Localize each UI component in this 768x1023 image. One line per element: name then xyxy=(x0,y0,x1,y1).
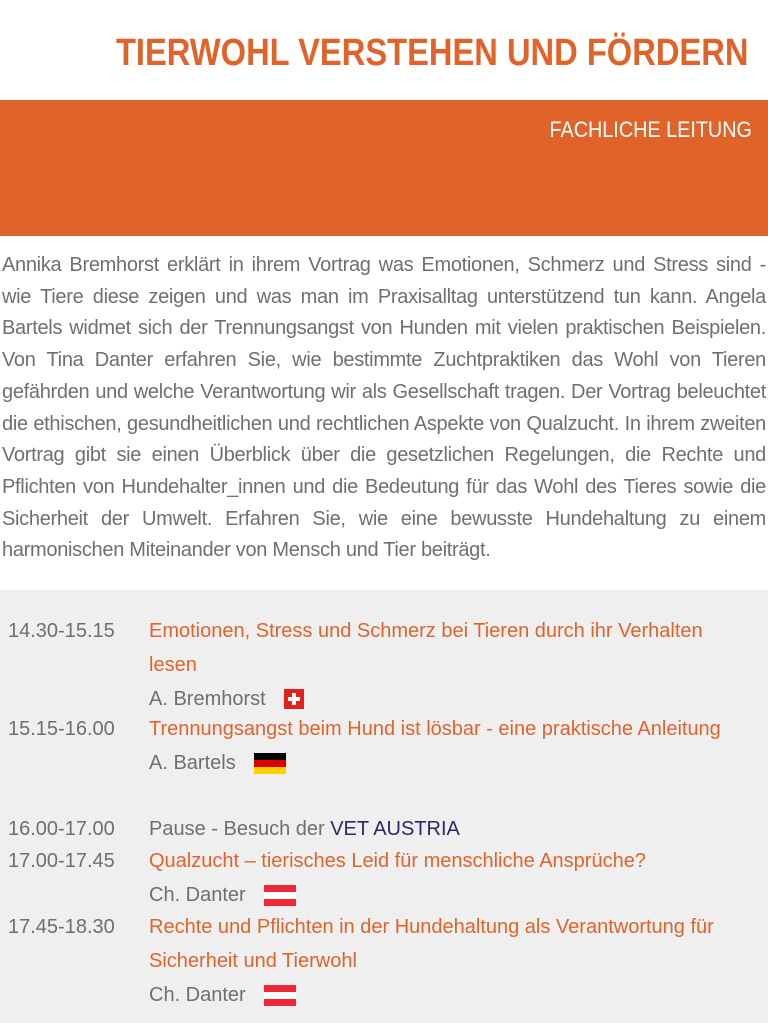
speaker xyxy=(149,978,749,1012)
time-slot: 15.15-16.00 xyxy=(8,718,115,740)
vet-austria-label: VET AUSTRIA xyxy=(330,818,460,840)
time-slot: 16.00-17.00 xyxy=(8,818,115,840)
pause-text xyxy=(149,812,749,846)
speaker-name: Ch. Danter xyxy=(149,884,246,906)
german-flag-icon xyxy=(254,753,286,774)
austrian-flag-icon xyxy=(264,985,296,1006)
intro-paragraph: Annika Bremhorst erklärt in ihrem Vortrag was Emotionen, Schmerz und Stress sind - wie Tiere diese zeigen und was man im Praxisalltag unterstützend tun kann. Angela Bartels widmet sich der Trennungsangst von Hunden mit vielen praktischen Beispielen. Von Tina Danter erfahren Sie, wie bestimmte Zuchtpraktiken das Wohl von Tieren gefährden und welche Verantwortung wir als Gesellschaft tragen. Der Vortrag beleuchtet die ethischen, gesundheitlichen und rechtlichen Aspekte von Qualzucht. In ihrem zweiten Vortrag gibt sie einen Überblick über die gesetzlichen Regelungen, die Rechte und Pflichten von Hundehalter_innen und die Bedeutung für das Wohl des Tieres sowie die Sicherheit der Umwelt. Erfahren Sie, wie eine bewusste Hundehaltung zu einem harmonischen Miteinander von Mensch und Tier beiträgt. xyxy=(2,254,766,562)
session-info xyxy=(149,712,749,780)
schedule-table xyxy=(0,590,768,1023)
speaker xyxy=(149,682,749,716)
swiss-flag-icon xyxy=(284,689,304,709)
session-info xyxy=(149,910,749,1012)
austrian-flag-icon xyxy=(264,885,296,906)
talk-title: Rechte und Pflichten in der Hundehaltung als Verantwortung für Sicherheit und Tierwohl xyxy=(149,916,714,972)
banner-label: FACHLICHE LEITUNG xyxy=(549,117,752,142)
section-banner xyxy=(0,100,768,236)
speaker xyxy=(149,746,749,780)
time-slot: 17.45-18.30 xyxy=(8,916,115,938)
pause-label: Pause - Besuch der xyxy=(149,818,331,840)
session-info xyxy=(149,614,749,716)
page-title: TIERWOHL VERSTEHEN UND FÖRDERN xyxy=(115,32,748,74)
talk-title: Emotionen, Stress und Schmerz bei Tieren durch ihr Verhalten lesen xyxy=(149,620,703,676)
speaker xyxy=(149,878,749,912)
talk-title: Trennungsangst beim Hund ist lösbar - eine praktische Anleitung xyxy=(149,718,721,740)
speaker-name: A. Bartels xyxy=(149,752,236,774)
speaker-name: Ch. Danter xyxy=(149,984,246,1006)
time-slot: 14.30-15.15 xyxy=(8,620,115,642)
time-slot: 17.00-17.45 xyxy=(8,850,115,872)
session-info xyxy=(149,812,749,846)
talk-title: Qualzucht – tierisches Leid für menschliche Ansprüche? xyxy=(149,850,646,872)
speaker-name: A. Bremhorst xyxy=(149,688,266,710)
session-info xyxy=(149,844,749,912)
